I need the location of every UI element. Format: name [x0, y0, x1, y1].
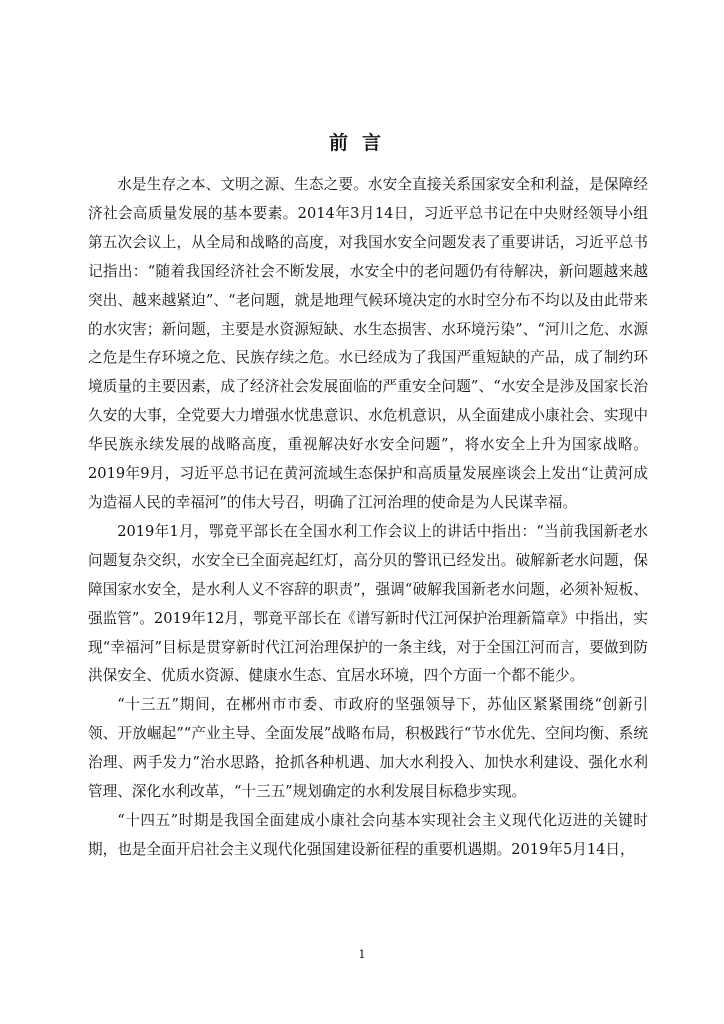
document-body — [88, 171, 648, 865]
paragraph-4: “十四五”时期是我国全面建成小康社会向基本实现社会主义现代化迈进的关键时期，也是全面开启社会主义现代化强国建设新征程的重要机遇期。2019年5月14日， — [88, 811, 648, 858]
paragraph-1: 水是生存之本、文明之源、生态之要。水安全直接关系国家安全和利益，是保障经济社会高质量发展的基本要素。2014年3月14日，习近平总书记在中央财经领导小组第五次会议上，从全局和战略的高度，对我国水安全问题发表了重要讲话，习近平总书记指出：“随着我国经济社会不断发展，水安全中的老问题仍有待解决，新问题越来越突出、越来越紧迫”、“老问题，就是地理气候环境决定的水时空分布不均以及由此带来的水灾害；新问题，主要是水资源短缺、水生态损害、水环境污染”、“河川之危、水源之危是生存环境之危、民族存续之危。水已经成为了我国严重短缺的产品，成了制约环境质量的主要因素，成了经济社会发展面临的严重安全问题”、“水安全是涉及国家长治久安的大事，全党要大力增强水忧患意识、水危机意识，从全面建成小康社会、实现中华民族永续发展的战略高度，重视解决好水安全问题”，将水安全上升为国家战略。2019年9月，习近平总书记在黄河流域生态保护和高质量发展座谈会上发出“让黄河成为造福人民的幸福河”的伟大号召，明确了江河治理的使命是为人民谋幸福。 — [88, 176, 648, 511]
document-title: 前言 — [328, 132, 395, 154]
paragraph-2: 2019年1月，鄂竟平部长在全国水利工作会议上的讲话中指出：“当前我国新老水问题复杂交织，水安全已全面亮起红灯，高分贝的警讯已经发出。破解新老水问题，保障国家水安全，是水利人义不容辞的职责”，强调“破解我国新老水问题，必须补短板、强监管”。2019年12月，鄂竟平部长在《谱写新时代江河保护治理新篇章》中指出，实现“幸福河”目标是贯穿新时代江河治理保护的一条主线，对于全国江河而言，要做到防洪保安全、优质水资源、健康水生态、宜居水环境，四个方面一个都不能少。 — [88, 522, 648, 685]
paragraph-3: “十三五”期间，在郴州市市委、市政府的坚强领导下，苏仙区紧紧围绕“创新引领、开放崛起”“产业主导、全面发展”战略布局，积极践行“节水优先、空间均衡、系统治理、两手发力”治水思路，抢抓各种机遇、加大水利投入、加快水利建设、强化水利管理、深化水利改革，“十三五”规划确定的水利发展目标稳步实现。 — [88, 696, 648, 801]
page-number: 1 — [358, 948, 366, 961]
